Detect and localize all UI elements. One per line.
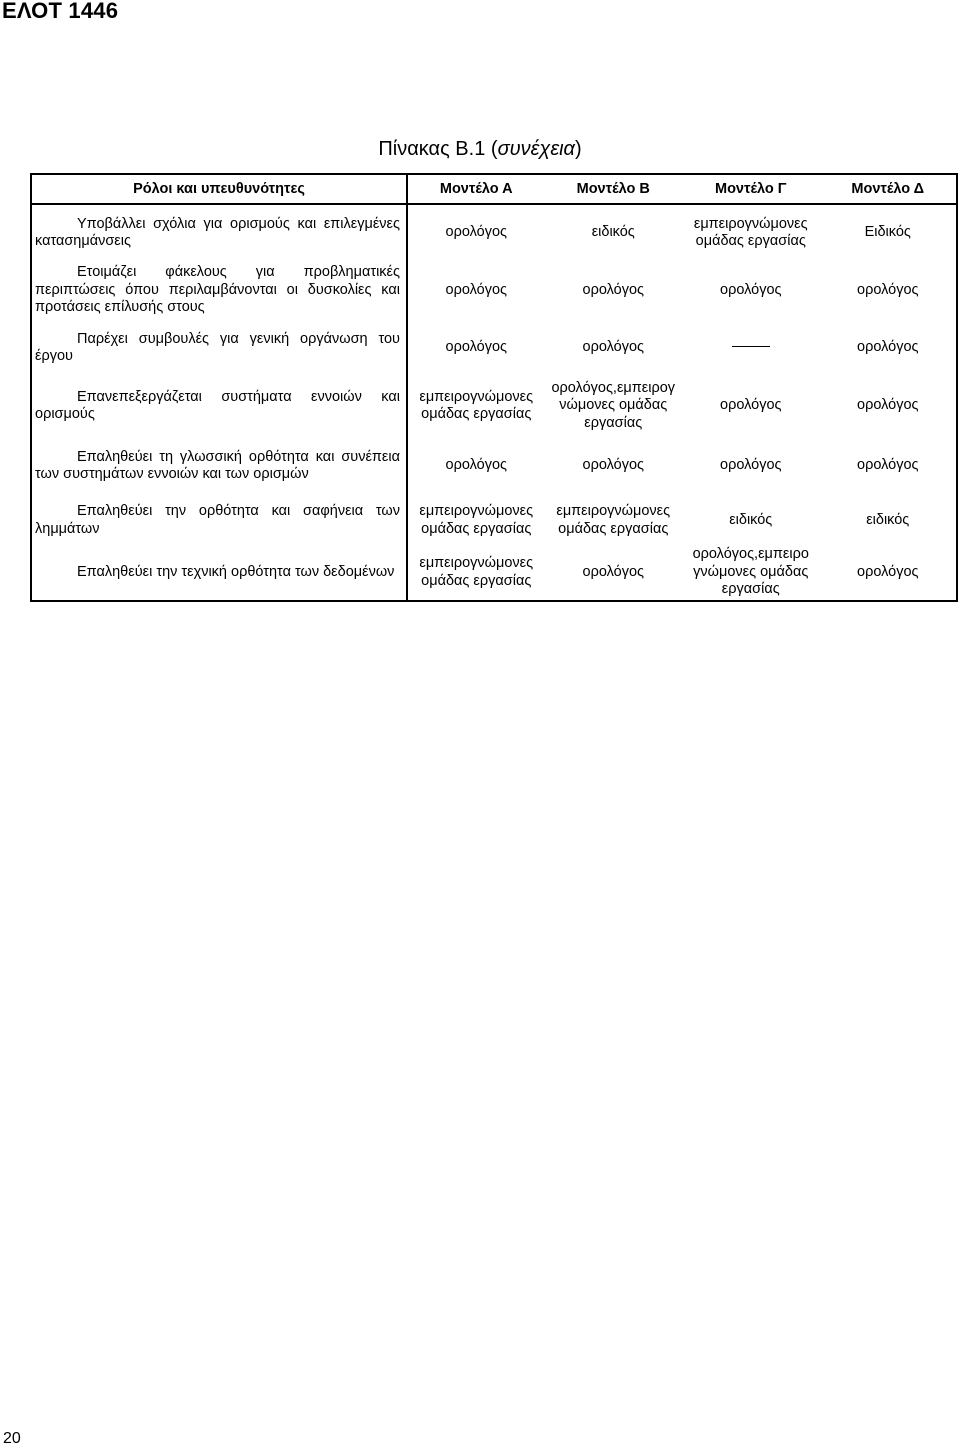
- model-b-cell: ορολόγος: [582, 281, 644, 298]
- model-b-cell: ορολόγος: [582, 563, 644, 580]
- document-code: ΕΛΟΤ 1446: [2, 0, 119, 23]
- model-c-cell: ορολόγος: [720, 281, 782, 298]
- table-row: [31, 376, 957, 436]
- model-a-cell: εμπειρογνώμονες ομάδας εργασίας: [419, 503, 534, 537]
- caption-paren-close: ): [574, 138, 582, 160]
- role-text: Υποβάλλει σχόλια για ορισμούς και επιλεγμένες κατασημάνσεις: [35, 215, 400, 249]
- table-row: [31, 436, 957, 496]
- role-text: Επαληθεύει την ορθότητα και σαφήνεια των λημμάτων: [35, 503, 400, 537]
- page-number: 20: [3, 1430, 21, 1447]
- table-row: [31, 545, 957, 601]
- model-c-cell: ειδικός: [729, 511, 773, 528]
- model-a-cell: ορολόγος: [445, 224, 507, 241]
- role-text: Ετοιμάζει φάκελους για προβληματικές περιπτώσεις όπου περιλαμβάνονται οι δυσκολίες και προτάσεις επίλυσής στους: [35, 264, 400, 316]
- model-d-cell: Ειδικός: [864, 224, 911, 241]
- model-b-cell: ορολόγος,εμπειρογ νώμονες ομάδας εργασίας: [551, 379, 676, 431]
- dash-mark: [732, 346, 770, 347]
- role-text: Παρέχει συμβουλές για γενική οργάνωση του έργου: [35, 330, 400, 364]
- model-a-cell: ορολόγος: [445, 281, 507, 298]
- role-cell: [31, 545, 407, 601]
- model-a-cell: εμπειρογνώμονες ομάδας εργασίας: [419, 555, 534, 589]
- role-cell: [31, 204, 407, 261]
- model-d-cell: ορολόγος: [857, 563, 919, 580]
- role-cell: [31, 436, 407, 496]
- role-cell: [31, 320, 407, 376]
- table-row: [31, 496, 957, 545]
- model-d-cell: ορολόγος: [857, 457, 919, 474]
- model-c-cell: ορολόγος,εμπειρο γνώμονες ομάδας εργασίας: [692, 546, 809, 598]
- role-text: Επανεπεξεργάζεται συστήματα εννοιών και ορισμούς: [35, 388, 400, 422]
- model-a-cell: ορολόγος: [445, 339, 507, 356]
- model-c-cell: εμπειρογνώμονες ομάδας εργασίας: [693, 215, 808, 249]
- table-caption: [0, 138, 960, 161]
- table-header-row: [31, 174, 957, 204]
- caption-label: Πίνακας Β.1: [378, 138, 486, 160]
- role-text: Επαληθεύει την τεχνική ορθότητα των δεδομένων: [77, 563, 395, 580]
- model-a-cell: εμπειρογνώμονες ομάδας εργασίας: [419, 388, 534, 422]
- model-d-cell: ορολόγος: [857, 397, 919, 414]
- roles-table: [30, 173, 958, 602]
- caption-paren-open: (: [490, 138, 498, 160]
- model-b-cell: ορολόγος: [582, 339, 644, 356]
- header-model-b: Μοντέλο Β: [545, 174, 683, 204]
- table-row: [31, 261, 957, 320]
- header-model-c: Μοντέλο Γ: [682, 174, 820, 204]
- header-model-d: Μοντέλο Δ: [820, 174, 958, 204]
- model-d-cell: ειδικός: [866, 511, 910, 528]
- model-d-cell: ορολόγος: [857, 339, 919, 356]
- model-c-cell: ορολόγος: [720, 457, 782, 474]
- model-a-cell: ορολόγος: [445, 457, 507, 474]
- role-cell: [31, 261, 407, 320]
- model-c-cell: ορολόγος: [720, 397, 782, 414]
- model-b-cell: ειδικός: [591, 224, 635, 241]
- table-row: [31, 204, 957, 261]
- model-d-cell: ορολόγος: [857, 281, 919, 298]
- role-text: Επαληθεύει τη γλωσσική ορθότητα και συνέπεια των συστημάτων εννοιών και των ορισμών: [35, 448, 400, 482]
- table-row: [31, 320, 957, 376]
- model-c-cell: [682, 320, 820, 376]
- model-b-cell: ορολόγος: [582, 457, 644, 474]
- caption-continuation: συνέχεια: [497, 138, 575, 160]
- role-cell: [31, 376, 407, 436]
- header-model-a: Μοντέλο Α: [407, 174, 545, 204]
- role-cell: [31, 496, 407, 545]
- model-b-cell: εμπειρογνώμονες ομάδας εργασίας: [556, 503, 671, 537]
- header-roles: Ρόλοι και υπευθυνότητες: [31, 174, 407, 204]
